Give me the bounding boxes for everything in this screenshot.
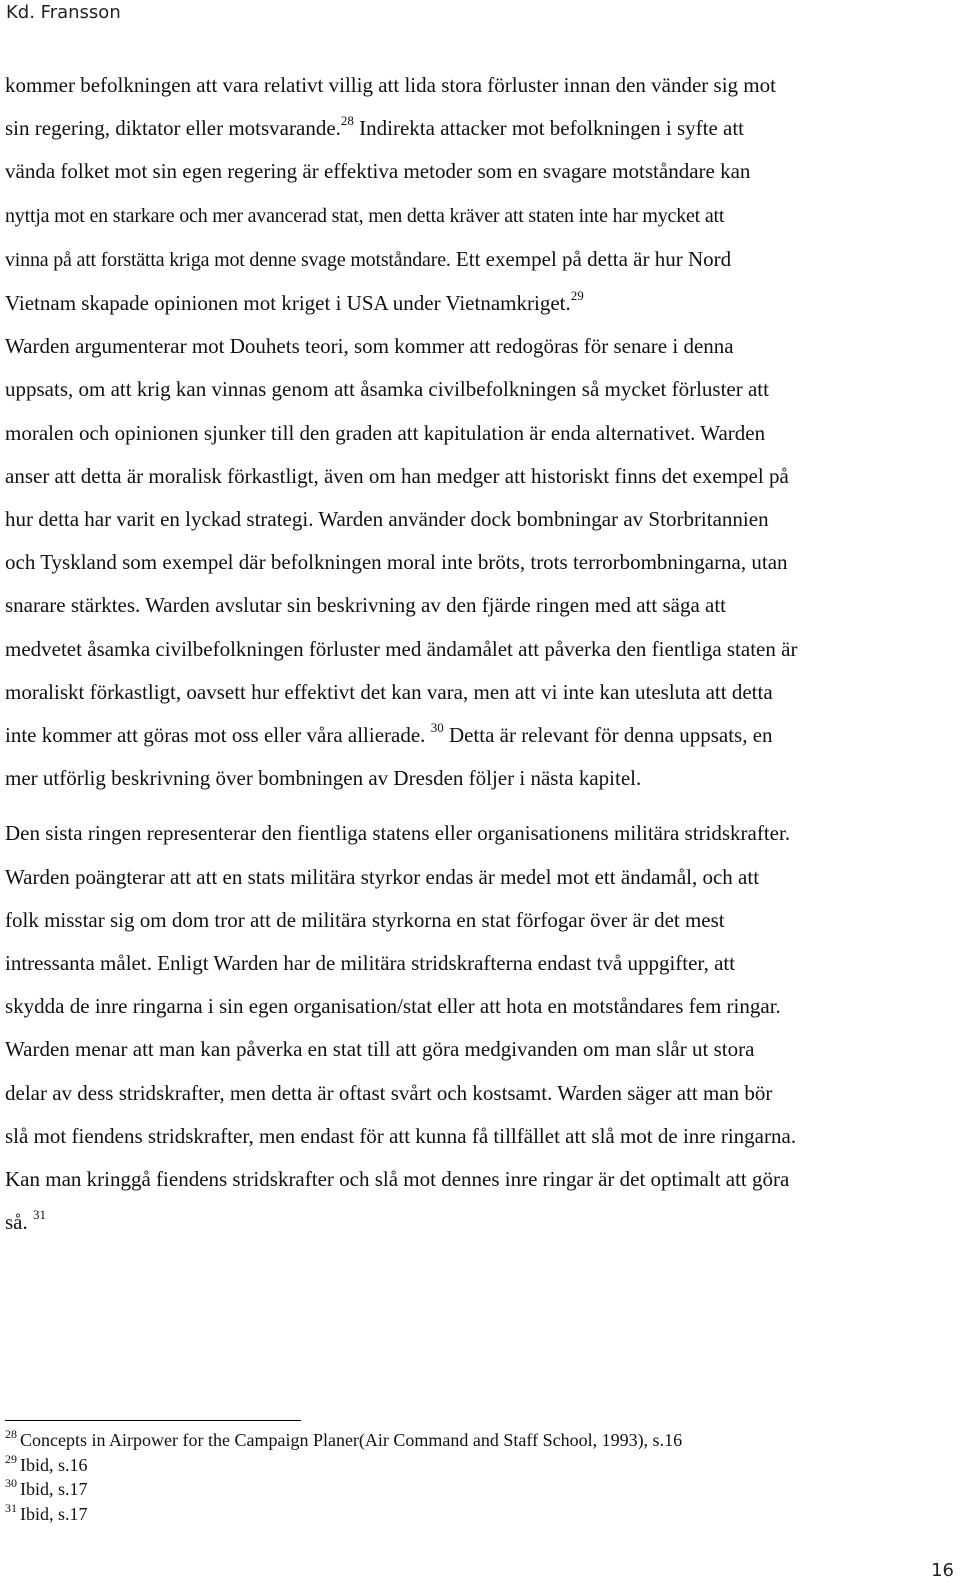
text-line bbox=[5, 1158, 949, 1201]
footnotes bbox=[5, 1428, 682, 1526]
text-line bbox=[5, 671, 949, 714]
footnote-number: 29 bbox=[5, 1451, 17, 1466]
footnote bbox=[5, 1453, 682, 1478]
page-number: 16 bbox=[931, 1560, 954, 1581]
text-run: Indirekta attacker mot befolkningen i syfte att bbox=[353, 116, 745, 141]
text-line bbox=[5, 856, 949, 899]
text-run: mer utförlig beskrivning över bombningen av Dresden följer i nästa kapitel. bbox=[5, 766, 642, 791]
text-run: Warden poängterar att att en stats militära styrkor endas är medel mot ett ändamål, och att bbox=[5, 864, 760, 889]
text-run: sin regering, diktator eller motsvarande. bbox=[5, 116, 341, 141]
text-line bbox=[5, 541, 949, 584]
text-run: delar av dess stridskrafter, men detta är oftast svårt och kostsamt. Warden säger att man bör bbox=[5, 1080, 773, 1105]
footnote-separator bbox=[5, 1420, 301, 1421]
footnote-text: Concepts in Airpower for the Campaign Planer(Air Command and Staff School, 1993), s.16 bbox=[20, 1430, 683, 1450]
text-run: medvetet åsamka civilbefolkningen förluster med ändamålet att påverka den fientliga staten är bbox=[5, 636, 798, 661]
footnote-number: 31 bbox=[5, 1500, 17, 1515]
text-run: folk misstar sig om dom tror att de militära styrkorna en stat förfogar över är det mest bbox=[5, 907, 725, 932]
text-run: slå mot fiendens stridskrafter, men endast för att kunna få tillfället att slå mot de inre ringarna. bbox=[5, 1123, 797, 1148]
footnote-reference: 30 bbox=[430, 720, 444, 736]
text-run: Warden argumenterar mot Douhets teori, som kommer att redogöras för senare i denna bbox=[5, 334, 734, 359]
text-line bbox=[5, 714, 949, 757]
text-run: Vietnam skapade opinionen mot kriget i USA under Vietnamkriget. bbox=[5, 291, 571, 316]
text-run: moralen och opinionen sjunker till den graden att kapitulation är enda alternativet. Warden bbox=[5, 420, 766, 445]
text-run: inte kommer att göras mot oss eller våra allierade. bbox=[5, 723, 431, 748]
text-run: anser att detta är moralisk förkastligt, även om han medger att historiskt finns det exempel på bbox=[5, 463, 789, 488]
text-line bbox=[5, 238, 949, 282]
text-run: hur detta har varit en lyckad strategi. Warden använder dock bombningar av Storbritannien bbox=[5, 507, 769, 532]
text-run: vinna på att forstätta kriga mot denne svage motståndare. bbox=[5, 248, 451, 271]
text-line bbox=[5, 1201, 949, 1244]
text-run: kommer befolkningen att vara relativt villig att lida stora förluster innan den vänder sig mot bbox=[5, 73, 776, 97]
running-header-author: Kd. Fransson bbox=[6, 2, 121, 23]
text-run: intressanta målet. Enligt Warden har de militära stridskrafterna endast två uppgifter, att bbox=[5, 951, 736, 976]
footnote-number: 30 bbox=[5, 1476, 17, 1490]
paragraph bbox=[5, 812, 949, 1244]
footnote-text: Ibid, s.17 bbox=[20, 1479, 88, 1499]
text-line bbox=[5, 1072, 949, 1115]
text-line bbox=[5, 498, 949, 541]
text-line bbox=[5, 1028, 949, 1071]
text-line bbox=[5, 985, 949, 1028]
text-run: Den sista ringen representerar den fientliga statens eller organisationens militära stridskrafter. bbox=[5, 821, 791, 846]
text-line bbox=[5, 942, 949, 985]
text-line bbox=[5, 64, 949, 107]
footnote-number: 28 bbox=[5, 1427, 17, 1441]
footnote-reference: 29 bbox=[570, 288, 584, 304]
text-run: Detta är relevant för denna uppsats, en bbox=[443, 723, 773, 748]
text-run: snarare stärktes. Warden avslutar sin beskrivning av den fjärde ringen med att säga att bbox=[5, 593, 727, 618]
footnote bbox=[5, 1428, 682, 1453]
text-run: så. bbox=[5, 1210, 33, 1235]
text-line bbox=[5, 584, 949, 627]
text-line bbox=[5, 282, 949, 325]
text-line bbox=[5, 107, 949, 150]
text-run: moraliskt förkastligt, oavsett hur effektivt det kan vara, men att vi inte kan utesluta att detta bbox=[5, 679, 773, 704]
text-run: vända folket mot sin egen regering är effektiva metoder som en svagare motståndare kan bbox=[5, 159, 751, 184]
text-run: nyttja mot en starkare och mer avancerad stat, men detta kräver att staten inte har mycket att bbox=[5, 204, 725, 227]
footnote-reference: 28 bbox=[340, 113, 354, 129]
text-line bbox=[5, 757, 949, 800]
text-line bbox=[5, 812, 949, 855]
text-run: Warden menar att man kan påverka en stat till att göra medgivanden om man slår ut stora bbox=[5, 1037, 755, 1062]
footnote bbox=[5, 1502, 682, 1527]
footnote-text: Ibid, s.16 bbox=[20, 1454, 88, 1475]
text-line bbox=[5, 150, 949, 193]
text-line bbox=[5, 455, 949, 498]
text-line bbox=[5, 899, 949, 942]
text-line bbox=[5, 1115, 949, 1158]
footnote-reference: 31 bbox=[33, 1207, 46, 1223]
body-text bbox=[5, 64, 949, 1244]
text-line bbox=[5, 412, 949, 455]
paragraph bbox=[5, 64, 949, 800]
text-run: skydda de inre ringarna i sin egen organisation/stat eller att hota en motståndares fem ringar. bbox=[5, 994, 781, 1019]
text-line bbox=[5, 368, 949, 411]
text-line bbox=[5, 194, 949, 238]
text-run: och Tyskland som exempel där befolkningen moral inte bröts, trots terrorbombningarna, utan bbox=[5, 550, 788, 575]
text-line bbox=[5, 325, 949, 368]
footnote-text: Ibid, s.17 bbox=[20, 1503, 88, 1524]
text-run: uppsats, om att krig kan vinnas genom att åsamka civilbefolkningen så mycket förluster att bbox=[5, 377, 769, 402]
text-line bbox=[5, 628, 949, 671]
text-run: Kan man kringgå fiendens stridskrafter och slå mot dennes inre ringar är det optimalt att göra bbox=[5, 1167, 790, 1192]
footnote bbox=[5, 1477, 682, 1502]
text-run: Ett exempel på detta är hur Nord bbox=[450, 246, 732, 271]
